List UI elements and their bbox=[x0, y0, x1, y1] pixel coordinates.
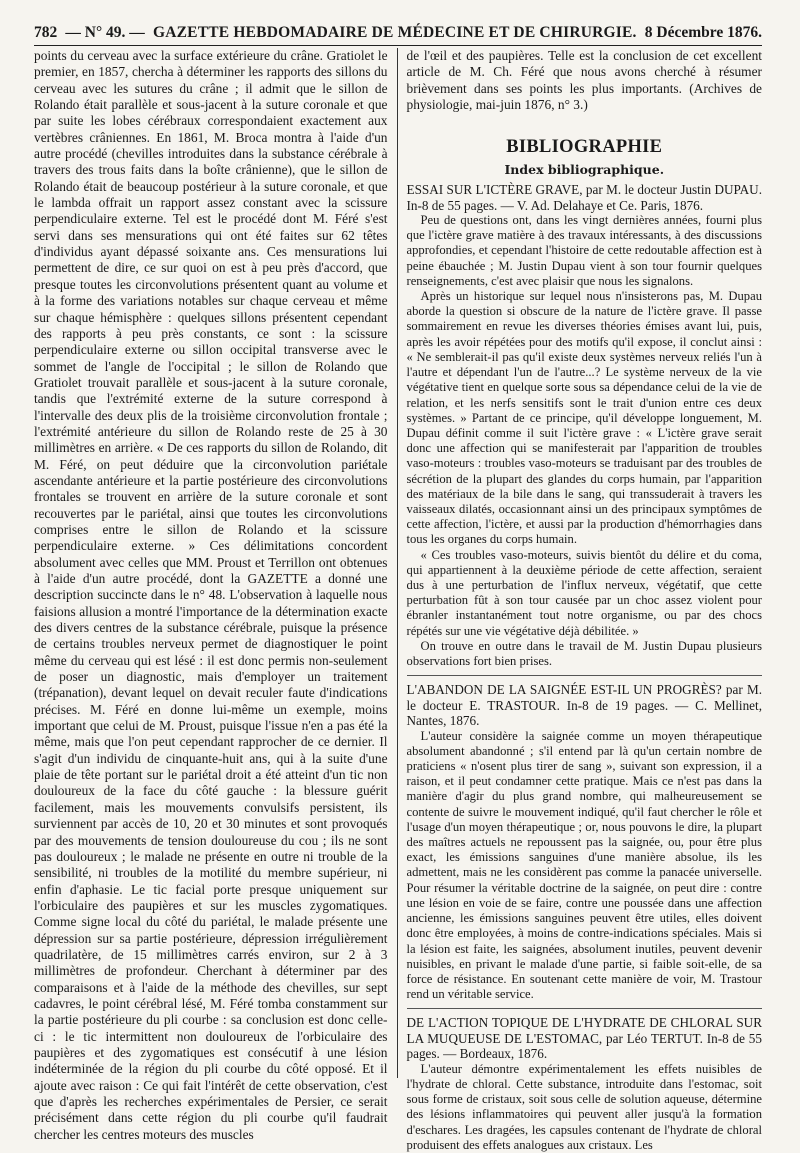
divider bbox=[407, 1008, 762, 1009]
page-header bbox=[34, 24, 762, 46]
section-title: BIBLIOGRAPHIE bbox=[506, 137, 663, 158]
divider bbox=[407, 675, 762, 676]
entry-1-paragraph: Peu de questions ont, dans les vingt dernières années, fourni plus que l'ictère grave matière à des travaux intéressants, à des discussions approfondies, et cependant l'histoire de cette redoutable affection est à peine ébauchée ; M. Justin Dupau vient à son tour fournir quelques renseignements, c'est avec plaisir que nous les signalons. bbox=[406, 213, 762, 288]
entry-2-heading: L'ABANDON DE LA SAIGNÉE EST-IL UN PROGRÈS? par M. le docteur E. TRASTOUR. In-8 de 19 pages. — C. Mellinet, Nantes, 1876. bbox=[406, 682, 762, 729]
section-subtitle: Index bibliographique. bbox=[504, 161, 665, 177]
entry-2-paragraph: L'auteur considère la saignée comme un moyen thérapeutique absolument abandonné ; s'il entend par là qu'un certain nombre de praticiens « n'osent plus tirer de sang », suivant son expression, il a raison, et il peut condamner cette pratique. Mais ce n'est pas dans la manière d'agir du plus grand nombre, qui malheureusement se contente de suivre le mouvement indiqué, qu'il faut chercher le rôle et l'usage d'un moyen thérapeutique ; or, nous pouvons le dire, la plupart des maîtres actuels ne repoussent pas la saignée, ou, pour être plus exact, les émissions sanguines d'une manière absolue, ils les admettent, mais ne les considèrent pas comme la panacée universelle. Pour résumer la véritable doctrine de la saignée, on peut dire : contre une lésion en voie de se faire, contre une poussée dans une affection ancienne, les émissions sanguines peuvent être utiles, elles doivent donc être employées, à moins de contre-indications spéciales. Mais si la lésion est faite, les saignées, absolument inutiles, peuvent devenir nuisibles, en privant le malade d'une partie, si faible soit-elle, de sa force de résistance. En soutenant cette manière de voir, M. Trastour rend un véritable service. bbox=[406, 728, 762, 1002]
left-column bbox=[34, 48, 398, 1142]
issue-date: 8 Décembre 1876. bbox=[644, 24, 762, 41]
entry-1-paragraph: Après un historique sur lequel nous n'insisterons pas, M. Dupau aborde la question si obscure de la nature de l'ictère grave. Il passe sommairement en revue les diverses théories émises avant lui, puis, après les avoir répétées pour des motifs qu'il expose, il conclut ainsi : « Ne semblerait-il pas qu'il existe deux systèmes nerveux reliés l'un à l'autre et dépendant l'un de l'autre...? Le système nerveux de la vie végétative tient en quelque sorte sous sa dépendance celui de la vie de relation, et les nerfs sensitifs sont le trait d'union entre ces deux systèmes. » Partant de ce principe, qu'il développe longuement, M. Dupau définit comme il suit l'ictère grave : « L'ictère grave serait donc une affection qui se manifesterait par l'apparition de troubles vaso-moteurs : troubles vaso-moteurs se traduisant par des troubles de sécrétion de la plupart des glandes du corps humain, par l'apparition des matériaux de la bile dans le sang, qui transsuderait à travers les vaisseaux dilatés, occasionnant ainsi un des principaux symptômes de cette affection, l'ictère, et aussi par la production d'hémorrhagies dans tous les organes du corps humain. bbox=[406, 289, 762, 547]
publication-title: GAZETTE HEBDOMADAIRE DE MÉDECINE ET DE CHIRURGIE. bbox=[152, 24, 637, 41]
entry-3-paragraph: L'auteur démontre expérimentalement les effets nuisibles de l'hydrate de chloral. Cette substance, introduite dans l'estomac, soit sous forme de cristaux, soit sous celle de solution aqueuse, détermine des lésions inflammatoires qui peuvent aller jusqu'à la formation d'eschares. Les dragées, les capsules contenant de l'hydrate de chloral produisent des effets analogues aux cristaux. Les bbox=[406, 1061, 762, 1152]
entry-3-heading: DE L'ACTION TOPIQUE DE L'HYDRATE DE CHLORAL SUR LA MUQUEUSE DE L'ESTOMAC, par Léo TERTUT. In-8 de 55 pages. — Bordeaux, 1876. bbox=[406, 1015, 762, 1062]
entry-1-paragraph: « Ces troubles vaso-moteurs, suivis bientôt du délire et du coma, qui appartiennent à la deuxième période de cette affection, seraient dus à une perturbation de l'influx nerveux, végétatif, que cette perturbation fût à son tour causée par un choc assez violent pour ébranler instantanément tout notre organisme, ou par des chocs répétés sur une vie végétative déjà débilitée. » bbox=[406, 547, 762, 638]
two-column-body bbox=[34, 48, 762, 1152]
right-column bbox=[398, 48, 762, 1152]
entry-1-paragraph: On trouve en outre dans le travail de M. Justin Dupau plusieurs observations fort bien prises. bbox=[406, 638, 762, 668]
entry-1-heading: ESSAI SUR L'ICTÈRE GRAVE, par M. le docteur Justin DUPAU. In-8 de 55 pages. — V. Ad. Delahaye et Ce. Paris, 1876. bbox=[406, 182, 762, 213]
left-paragraph: points du cerveau avec la surface extérieure du crâne. Gratiolet le premier, en 1857, chercha à déterminer les rapports des sillons du cerveau avec les sutures du crâne ; il admit que le sillon de Rolando était parallèle et sous-jacent à la suture coronale et que par suite les lobes cérébraux correspondaient exactement aux vertèbres crâniennes. En 1861, M. Broca montra à l'aide d'un autre procédé (chevilles introduites dans la substance cérébrale à travers des trous faits dans la boîte crânienne), que le sillon de Rolando était de beaucoup postérieur à la suture coronale, et que le lambda offrait un rapport assez constant avec la scissure perpendiculaire externe. Tel est le procédé dont M. Féré s'est servi dans ses mensurations qui ont été faites sur 62 têtes d'individus ayant dépassé soixante ans. Ces mensurations lui permettent de dire, ce sur quoi on est à peu près d'accord, que presque toutes les circonvolutions présentent quant au volume et à la forme des variations notables sur chaque cerveau et même sur chaque hémisphère : quelques sillons présentent cependant des rapports à peu près constants, ce sont : la scissure perpendiculaire externe ou sillon occipital transverse avec le sommet de l'angle de l'occipital ; le sillon de Rolando que Gratiolet trouvait parallèle et sous-jacent à la suture coronale, tandis que l'extrémité externe de la suture correspond à l'intervalle des deux plis de la troisième circonvolution frontale ; l'extrémité antérieure du sillon de Rolando reste de 25 à 30 millimètres en arrière. « De ces rapports du sillon de Rolando, dit M. Féré, on peut déduire que la circonvolution pariétale ascendante antérieure et la partie postérieure des circonvolutions frontales se trouvent en arrière de la suture coronale et sont recouvertes par le pariétal, ainsi que toutes les circonvolutions comprises entre le sillon de Rolando et la scissure perpendiculaire externe. » Ces délimitations concordent absolument avec celles que MM. Proust et Terrillon ont obtenues à l'aide d'un autre procédé, dont la GAZETTE a donné une description succincte dans le n° 48. L'observation à laquelle nous faisions allusion a montré l'importance de la détermination exacte des divers centres de la substance cérébrale, puisque la présence de certains troubles nerveux permet de diagnostiquer le point même du cerveau qui est lésé : il est donc permis non-seulement de poser un diagnostic, mais d'employer un traitement (trépanation), devant lequel on devait reculer faute d'indications précises. M. Féré en donne lui-même un exemple, moins important que celui de M. Proust, puisque l'issue n'en a pas été la même, mais que l'on peut cependant rapprocher de ce dernier. Il s'agit d'un individu de cinquante-huit ans, qui à la suite d'une plaie de tête portant sur le pariétal droit a été atteint d'un tic non douloureux de la face du côté gauche : la blessure guérit facilement, mais les mouvements convulsifs persistent, ils surviennent par accès de 10, 20 et 30 minutes et sont provoqués par des mouvements de tension douloureuse du cou ; ils ne sont pas douloureux ; le malade ne présente en outre ni trouble de la sensibilité, ni troubles de la motilité du membre supérieur, ni enfin d'aphasie. Le tic facial porte presque uniquement sur l'orbiculaire des paupières et sur les muscles zygomatiques. Comme signe local du côté du pariétal, le malade présente une dépression sur sa partie postérieure, dépression irrégulièrement quadrilatère, de 15 millimètres carrés environ, sur 2 à 3 millimètres de profondeur. Cherchant à déterminer par des comparaisons et à l'aide de la méthode des chevilles, sur sept cadavres, le point cérébral lésé, M. Féré tomba constamment sur la partie postérieure du pli courbe : sa conclusion est donc celle-ci : le tic intermittent non douloureux de l'orbiculaire des paupières et des zygomatiques est consécutif à une lésion indéterminée de la région du pli courbe du côté opposé. Et il ajoute avec raison : Ce qui fait l'intérêt de cette observation, c'est que d'après les recherches expérimentales de Persier, ce serait précisément dans cette région du pli courbe qu'il faudrait chercher les centres moteurs des muscles bbox=[34, 48, 388, 1142]
issue-number: — N° 49. — bbox=[65, 24, 145, 41]
article-conclusion: de l'œil et des paupières. Telle est la conclusion de cet excellent article de M. Ch. Féré que nous avons cherché à résumer brièvement dans ses points les plus importants. (Archives de physiologie, mai-juin 1876, n° 3.) bbox=[406, 48, 762, 113]
page-number: 782 bbox=[34, 24, 58, 41]
